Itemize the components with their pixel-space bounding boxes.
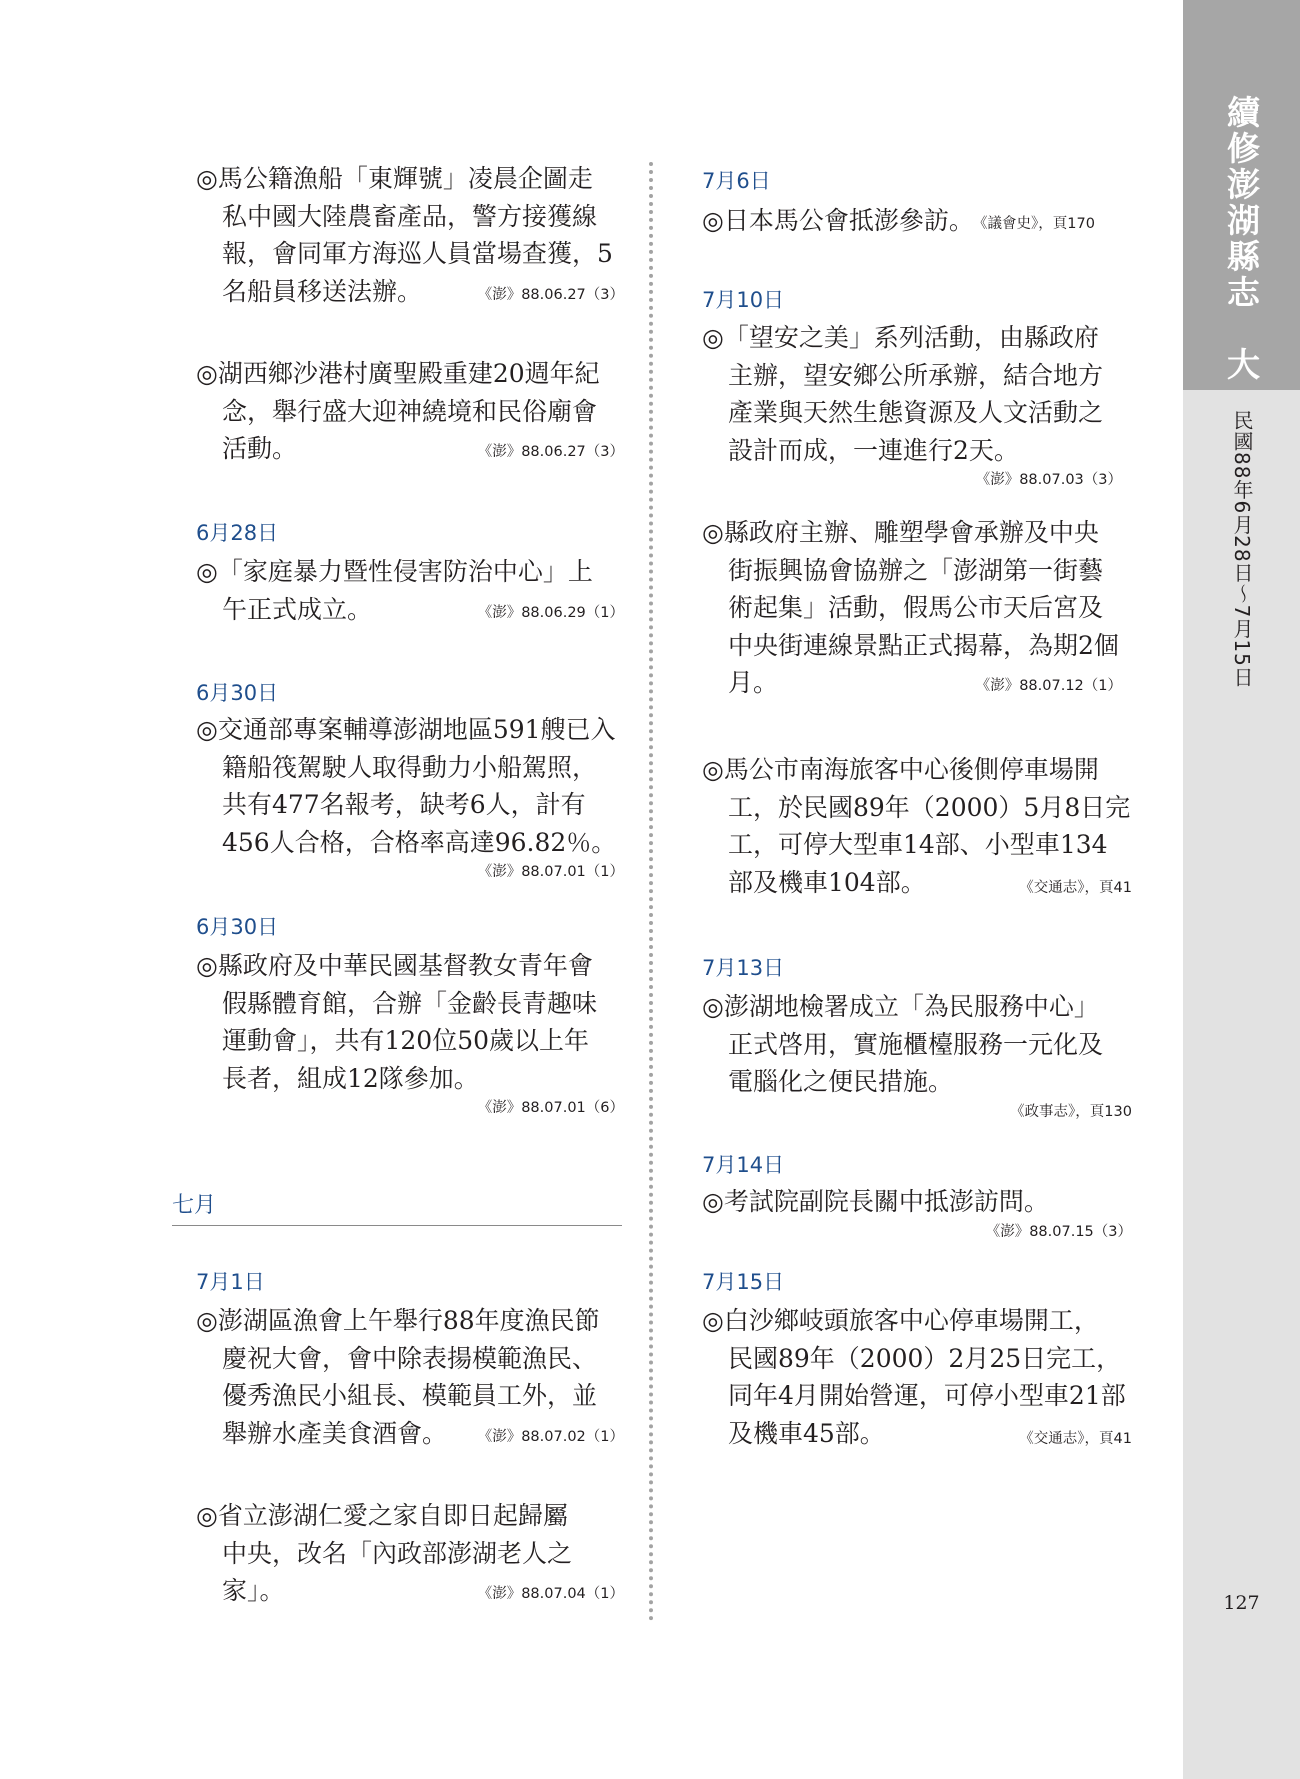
entry-line: 電腦化之便民措施。 bbox=[728, 1067, 954, 1096]
entry-line: 正式啓用，實施櫃檯服務一元化及 bbox=[728, 1029, 1104, 1059]
entry-line: 產業與天然生態資源及人文活動之 bbox=[728, 398, 1104, 427]
entry-line: 民國89年（2000）2月25日完工， bbox=[728, 1343, 1122, 1373]
date-heading: 7月15日 bbox=[702, 1270, 785, 1294]
citation: 《澎》88.06.27（3） bbox=[477, 444, 624, 460]
entry-line: 主辦，望安鄉公所承辦，結合地方 bbox=[728, 360, 1104, 390]
citation: 《澎》88.07.15（3） bbox=[985, 1223, 1132, 1240]
entry-line: 共有477名報考，缺考6人，計有 bbox=[222, 790, 586, 819]
entry-line: ◎湖西鄉沙港村廣聖殿重建20週年紀 bbox=[196, 359, 600, 388]
column-divider bbox=[649, 162, 653, 1622]
citation: 《澎》88.07.04（1） bbox=[477, 1586, 624, 1602]
entry-line: ◎白沙鄉岐頭旅客中心停車場開工， bbox=[702, 1306, 1099, 1335]
entry-line: 家」。 bbox=[222, 1576, 285, 1605]
citation: 《交通志》，頁41 bbox=[1019, 1430, 1132, 1447]
entry-line: ◎「家庭暴力暨性侵害防治中心」上 bbox=[196, 557, 593, 586]
entry-senior-games bbox=[196, 947, 624, 1119]
entry-last-line bbox=[196, 1572, 624, 1610]
entry-last-line bbox=[196, 591, 624, 629]
entry-line: 設計而成，一連進行2天。 bbox=[728, 435, 1019, 465]
citation: 《交通志》，頁41 bbox=[1019, 879, 1132, 896]
entry-line: 假縣體育館，合辦「金齡長青趣味 bbox=[222, 988, 598, 1018]
entry-temple-anniversary bbox=[196, 355, 624, 468]
entry-line: 及機車45部。 bbox=[728, 1418, 885, 1448]
citation: 《澎》88.06.29（1） bbox=[477, 604, 624, 621]
citation: 《議會史》，頁170 bbox=[973, 216, 1095, 232]
entry-line: 中央，改名「內政部澎湖老人之 bbox=[222, 1538, 573, 1568]
entry-line: 活動。 bbox=[222, 434, 298, 463]
entry-art-street bbox=[702, 514, 1132, 702]
date-heading: 6月30日 bbox=[196, 915, 279, 939]
entry-line: ◎省立澎湖仁愛之家自即日起歸屬 bbox=[196, 1501, 568, 1530]
entry-line: 名船員移送法辦。 bbox=[222, 276, 423, 306]
entry-line: ◎縣政府主辦、雕塑學會承辦及中央 bbox=[702, 518, 1099, 547]
entry-line: 長者，組成12隊參加。 bbox=[222, 1063, 479, 1093]
entry-fishermen-day bbox=[196, 1302, 624, 1452]
page-number: 127 bbox=[1223, 1592, 1260, 1614]
entry-line: ◎澎湖地檢署成立「為民服務中心」 bbox=[702, 992, 1099, 1021]
entry-last-line bbox=[702, 864, 1132, 902]
entry-line: ◎馬公市南海旅客中心後側停車場開 bbox=[702, 755, 1099, 784]
date-heading: 7月6日 bbox=[702, 169, 771, 193]
entry-line: 工，於民國89年（2000）5月8日完 bbox=[728, 792, 1131, 822]
entry-line: 街振興協會協辦之「澎湖第一街藝 bbox=[728, 555, 1104, 585]
entry-qitou-parking bbox=[702, 1302, 1132, 1452]
side-tab-header bbox=[1105, 0, 1300, 390]
entry-line: 慶祝大會，會中除表揚模範漁民、 bbox=[222, 1343, 598, 1373]
entry-wangan-beauty bbox=[702, 319, 1132, 491]
entry-fishing-boat-smuggling bbox=[196, 160, 624, 310]
entry-line: 工，可停大型車14部、小型車134 bbox=[728, 830, 1108, 859]
citation: 《政事志》，頁130 bbox=[1010, 1103, 1132, 1120]
entry-line: 月。 bbox=[728, 668, 779, 697]
entry-line: 部及機車104部。 bbox=[728, 867, 926, 897]
entry-line: 同年4月開始營運，可停小型車21部 bbox=[728, 1381, 1126, 1410]
entry-line: 運動會」，共有120位50歲以上年 bbox=[222, 1026, 590, 1055]
date-heading: 6月30日 bbox=[196, 681, 279, 705]
entry-line: 456人合格，合格率高達96.82％。 bbox=[222, 827, 617, 857]
entry-line: ◎馬公籍漁船「東輝號」凌晨企圖走 bbox=[196, 164, 593, 193]
entry-elderly-home bbox=[196, 1497, 624, 1610]
entry-line: 中央街連線景點正式揭幕，為期2個 bbox=[728, 630, 1119, 660]
date-heading: 6月28日 bbox=[196, 521, 279, 545]
citation: 《澎》88.07.02（1） bbox=[477, 1428, 624, 1445]
entry-line: 術起集」活動，假馬公市天后宮及 bbox=[728, 593, 1104, 622]
citation: 《澎》88.07.03（3） bbox=[975, 472, 1122, 488]
date-range: 民國88年6月28日～7月15日 bbox=[1230, 410, 1254, 688]
section-heading-july: 七月 bbox=[172, 1188, 622, 1226]
date-heading: 7月14日 bbox=[702, 1153, 785, 1177]
book-title: 續修澎湖縣志 大事記 bbox=[1105, 95, 1261, 383]
entry-last-line bbox=[196, 1415, 624, 1453]
entry-line: ◎「望安之美」系列活動，由縣政府 bbox=[702, 323, 1099, 352]
entry-line: ◎澎湖區漁會上午舉行88年度漁民節 bbox=[196, 1306, 600, 1335]
citation: 《澎》88.07.01（6） bbox=[477, 1100, 624, 1116]
entry-last-line bbox=[702, 664, 1132, 702]
entry-line: ◎縣政府及中華民國基督教女青年會 bbox=[196, 951, 593, 980]
entry-line: 舉辦水產美食酒會。 bbox=[222, 1418, 448, 1448]
entry-line: 午正式成立。 bbox=[222, 594, 373, 624]
entry-line: ◎交通部專案輔導澎湖地區591艘已入 bbox=[196, 715, 616, 744]
entry-line: 念，舉行盛大迎神繞境和民俗廟會 bbox=[222, 396, 598, 426]
entry-line: ◎日本馬公會抵澎參訪。 bbox=[702, 206, 974, 235]
date-heading: 7月1日 bbox=[196, 1270, 265, 1294]
date-heading: 7月13日 bbox=[702, 956, 785, 980]
entry-last-line bbox=[702, 1415, 1132, 1453]
entry-line: 籍船筏駕駛人取得動力小船駕照， bbox=[222, 752, 598, 782]
date-heading: 7月10日 bbox=[702, 288, 785, 312]
side-tab bbox=[1105, 0, 1300, 1779]
entry-last-line bbox=[196, 430, 624, 468]
entry-nanhai-parking bbox=[702, 751, 1132, 901]
entry-last-line bbox=[196, 273, 624, 311]
entry-line: 私中國大陸農畜產品，警方接獲線 bbox=[222, 201, 598, 231]
entry-line: 報，會同軍方海巡人員當場查獲，5 bbox=[222, 239, 613, 268]
entry-examination-yuan-visit bbox=[702, 1183, 1132, 1243]
citation: 《澎》88.06.27（3） bbox=[477, 286, 624, 303]
entry-domestic-violence-center bbox=[196, 553, 624, 628]
entry-line: ◎考試院副院長關中抵澎訪問。 bbox=[702, 1187, 1049, 1216]
entry-line: 優秀漁民小組長、模範員工外，並 bbox=[222, 1381, 598, 1410]
citation: 《澎》88.07.12（1） bbox=[975, 678, 1122, 694]
entry-service-center bbox=[702, 988, 1132, 1123]
entry-boat-licence bbox=[196, 711, 624, 883]
citation: 《澎》88.07.01（1） bbox=[477, 864, 624, 880]
